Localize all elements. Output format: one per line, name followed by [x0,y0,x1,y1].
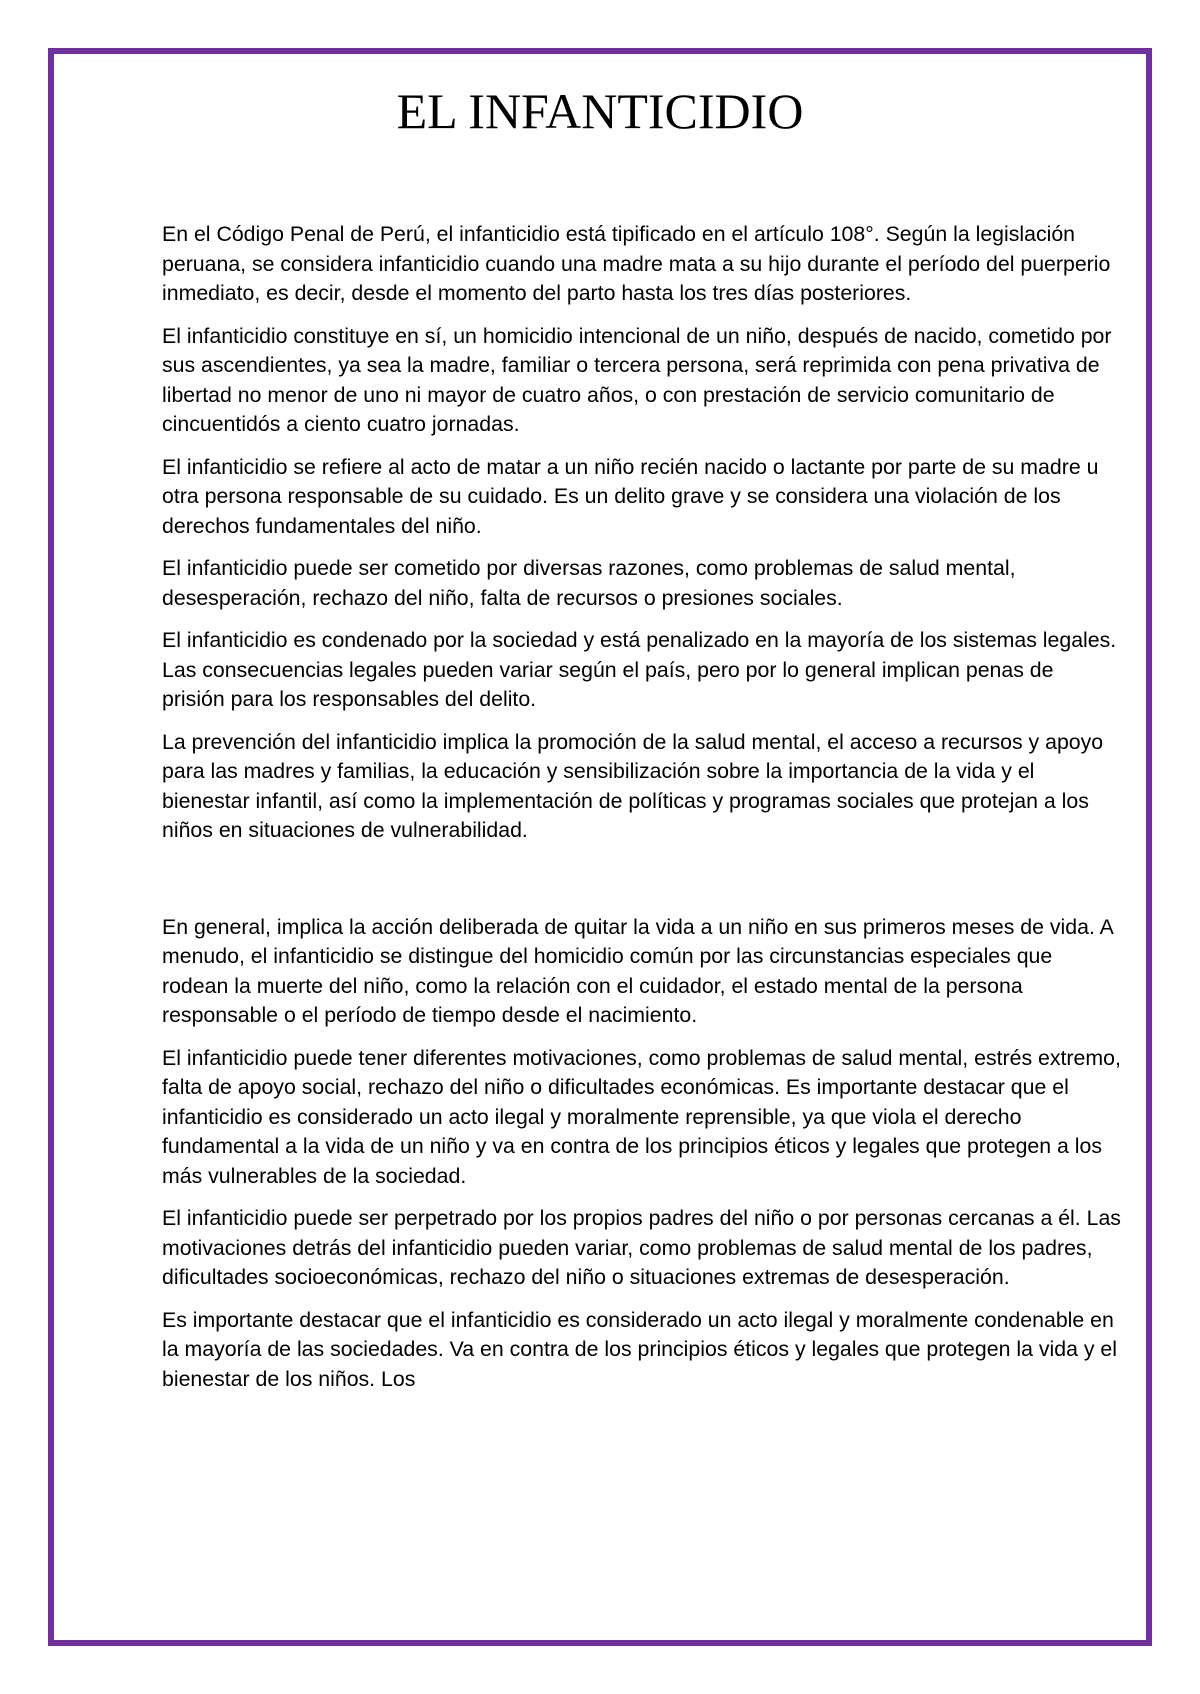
paragraph: En el Código Penal de Perú, el infanticidio está tipificado en el artículo 108°. Según la legislación peruana, se considera infanticidio cuando una madre mata a su hijo durante el período del puerperio inmediato, es decir, desde el momento del parto hasta los tres días posteriores. [162,222,1111,305]
paragraph: El infanticidio constituye en sí, un homicidio intencional de un niño, después de nacido, cometido por sus ascendientes, ya sea la madre, familiar o tercera persona, será reprimida con pena privativa de libertad no menor de uno ni mayor de cuatro años, o con prestación de servicio comunitario de cincuentidós a ciento cuatro jornadas. [162,323,1112,436]
paragraph: El infanticidio puede ser cometido por diversas razones, como problemas de salud mental, desesperación, rechazo del niño, falta de recursos o presiones sociales. [162,556,1016,610]
document-body [162,220,1122,1407]
paragraph: El infanticidio puede tener diferentes motivaciones, como problemas de salud mental, estrés extremo, falta de apoyo social, rechazo del niño o dificultades económicas. Es importante destacar que el infanticidio es considerado un acto ilegal y moralmente reprensible, ya que viola el derecho fundamental a la vida de un niño y va en contra de los principios éticos y legales que protegen a los más vulnerables de la sociedad. [162,1045,1121,1188]
document-title: EL INFANTICIDIO [396,83,804,139]
paragraph: El infanticidio se refiere al acto de matar a un niño recién nacido o lactante por parte de su madre u otra persona responsable de su cuidado. Es un delito grave y se considera una violación de los derechos fundamentales del niño. [162,454,1099,538]
paragraph: El infanticidio es condenado por la sociedad y está penalizado en la mayoría de los sistemas legales. Las consecuencias legales pueden variar según el país, pero por lo general implican penas de prisión para los responsables del delito. [162,628,1117,711]
paragraph: La prevención del infanticidio implica la promoción de la salud mental, el acceso a recursos y apoyo para las madres y familias, la educación y sensibilización sobre la importancia de la vida y el bienestar infantil, así como la implementación de políticas y programas sociales que protejan a los niños en situaciones de vulnerabilidad. [162,729,1104,842]
page-border [48,48,1152,1646]
paragraph: Es importante destacar que el infanticidio es considerado un acto ilegal y moralmente condenable en la mayoría de las sociedades. Va en contra de los principios éticos y legales que protegen la vida y el bienestar de los niños. Los [162,1307,1117,1391]
paragraph: El infanticidio puede ser perpetrado por los propios padres del niño o por personas cercanas a él. Las motivaciones detrás del infanticidio pueden variar, como problemas de salud mental de los padres, dificultades socioeconómicas, rechazo del niño o situaciones extremas de desesperación. [162,1206,1121,1289]
paragraph: En general, implica la acción deliberada de quitar la vida a un niño en sus primeros meses de vida. A menudo, el infanticidio se distingue del homicidio común por las circunstancias especiales que rodean la muerte del niño, como la relación con el cuidador, el estado mental de la persona responsable o el período de tiempo desde el nacimiento. [162,914,1113,1027]
